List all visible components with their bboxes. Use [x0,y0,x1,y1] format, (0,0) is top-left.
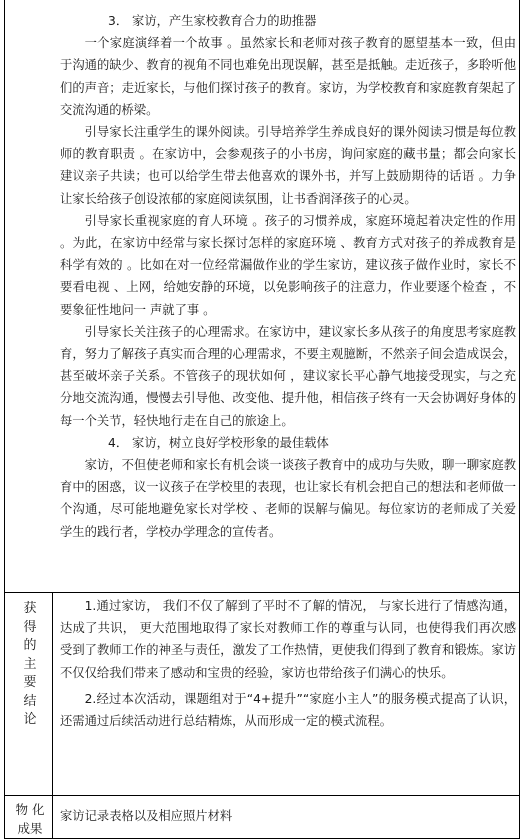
paragraph-family-story: 一个家庭演绎着一个故事 。虽然家长和老师对孩子教育的愿望基本一致，但由于沟通的缺少、教育的视角不同也难免出现误解，甚至是抵触。走近孩子，多聆听他们的声音；走近家长，与他们探讨孩子的教育。家访，为学校教育和家庭教育架起了交流沟通的桥梁。 [60,36,516,117]
label-char: 结 [23,693,37,709]
conclusion-1: 1.通过家访， 我们不仅了解到了平时不了解的情况， 与家长进行了情感沟通， 达成了共识， 更大范围地取得了家长对教师工作的尊重与认同，也使得我们再次感受到了教师工作的神圣与责任，激发了工作热情，更使我们得到了教育和锻炼。家访不仅仅给我们带来了感动和宝贵的经验，家访也带给孩子们满心的快乐。 [60,599,516,680]
outcomes-label [6,800,54,838]
outcomes-content: 家访记录表格以及相应照片材料 [60,809,233,823]
table-border-right [519,0,520,839]
table-border-left [4,0,5,839]
conclusions-content [60,595,516,732]
label-char: 论 [23,712,37,727]
conclusion-2: 2.经过本次活动，课题组对于“4+提升”“家庭小主人”的服务模式提高了认识，还需通过后续活动进行总结精炼，从而形成一定的模式流程。 [60,691,516,729]
main-narrative [60,10,516,543]
label-char: 主 [23,656,37,672]
paragraph-home-environment: 引导家长重视家庭的育人环境 。孩子的习惯养成，家庭环境起着决定性的作用 。为此，在家访中经常与家长探讨怎样的家庭环境 、教育方式对孩子的养成教育是科学有效的 。比如在对一位经常漏做作业的学生家访，建议孩子做作业时，家长不要看电视 、上网，给她安静的环境，以免影响孩子的注意力，作业要逐个检查 ，不要象征性地问一 声就了事 。 [60,213,516,317]
outcomes-label-line2: 成果 [17,821,43,836]
row-divider-conclusions [4,795,520,796]
row-divider-main [4,592,520,593]
paragraph-psychology: 引导家长关注孩子的心理需求。在家访中，建议家长多从孩子的角度思考家庭教育，努力了解孩子真实而合理的心理需求，不要主观臆断，不然亲子间会造成误会，甚至破坏亲子关系。不管孩子的现状如何 ，建议家长平心静气地接受现实，与之充分地交流沟通，慢慢去引导他、改变他、提升他，相信孩子终有一天会协调好身体的每一个关节，轻快地行走在自己的旅途上。 [60,324,516,428]
paragraph-school-image: 家访，不但使老师和家长有机会谈一谈孩子教育中的成功与失败，聊一聊家庭教育中的困惑，议一议孩子在学校里的表现，也让家长有机会把自己的想法和老师做一个沟通，尽可能地避免家长对学校 、老师的误解与偏见。每位家访的老师成了关爱学生的践行者，学校办学理念的宣传者。 [60,458,516,539]
label-char: 的 [23,638,37,653]
section-heading-4: 4． 家访，树立良好学校形象的最佳载体 [108,435,329,450]
label-char: 获 [23,601,37,616]
outcomes-label-line1: 物 化 [15,802,45,817]
conclusions-label [6,600,54,730]
label-char: 得 [23,619,37,635]
label-char: 要 [23,675,37,690]
paragraph-reading: 引导家长注重学生的课外阅读。引导培养学生养成良好的课外阅读习惯是每位教师的教育职责 。在家访中，会参观孩子的小书房，询问家庭的藏书量；都会向家长建议亲子共读；也可以给学生带去他喜欢的课外书，并写上鼓励期待的话语 。力争让家长给孩子创设浓郁的家庭阅读氛围，让书香润泽孩子的心灵。 [60,125,516,206]
section-heading-3: 3． 家访，产生家校教育合力的助推器 [108,14,317,28]
